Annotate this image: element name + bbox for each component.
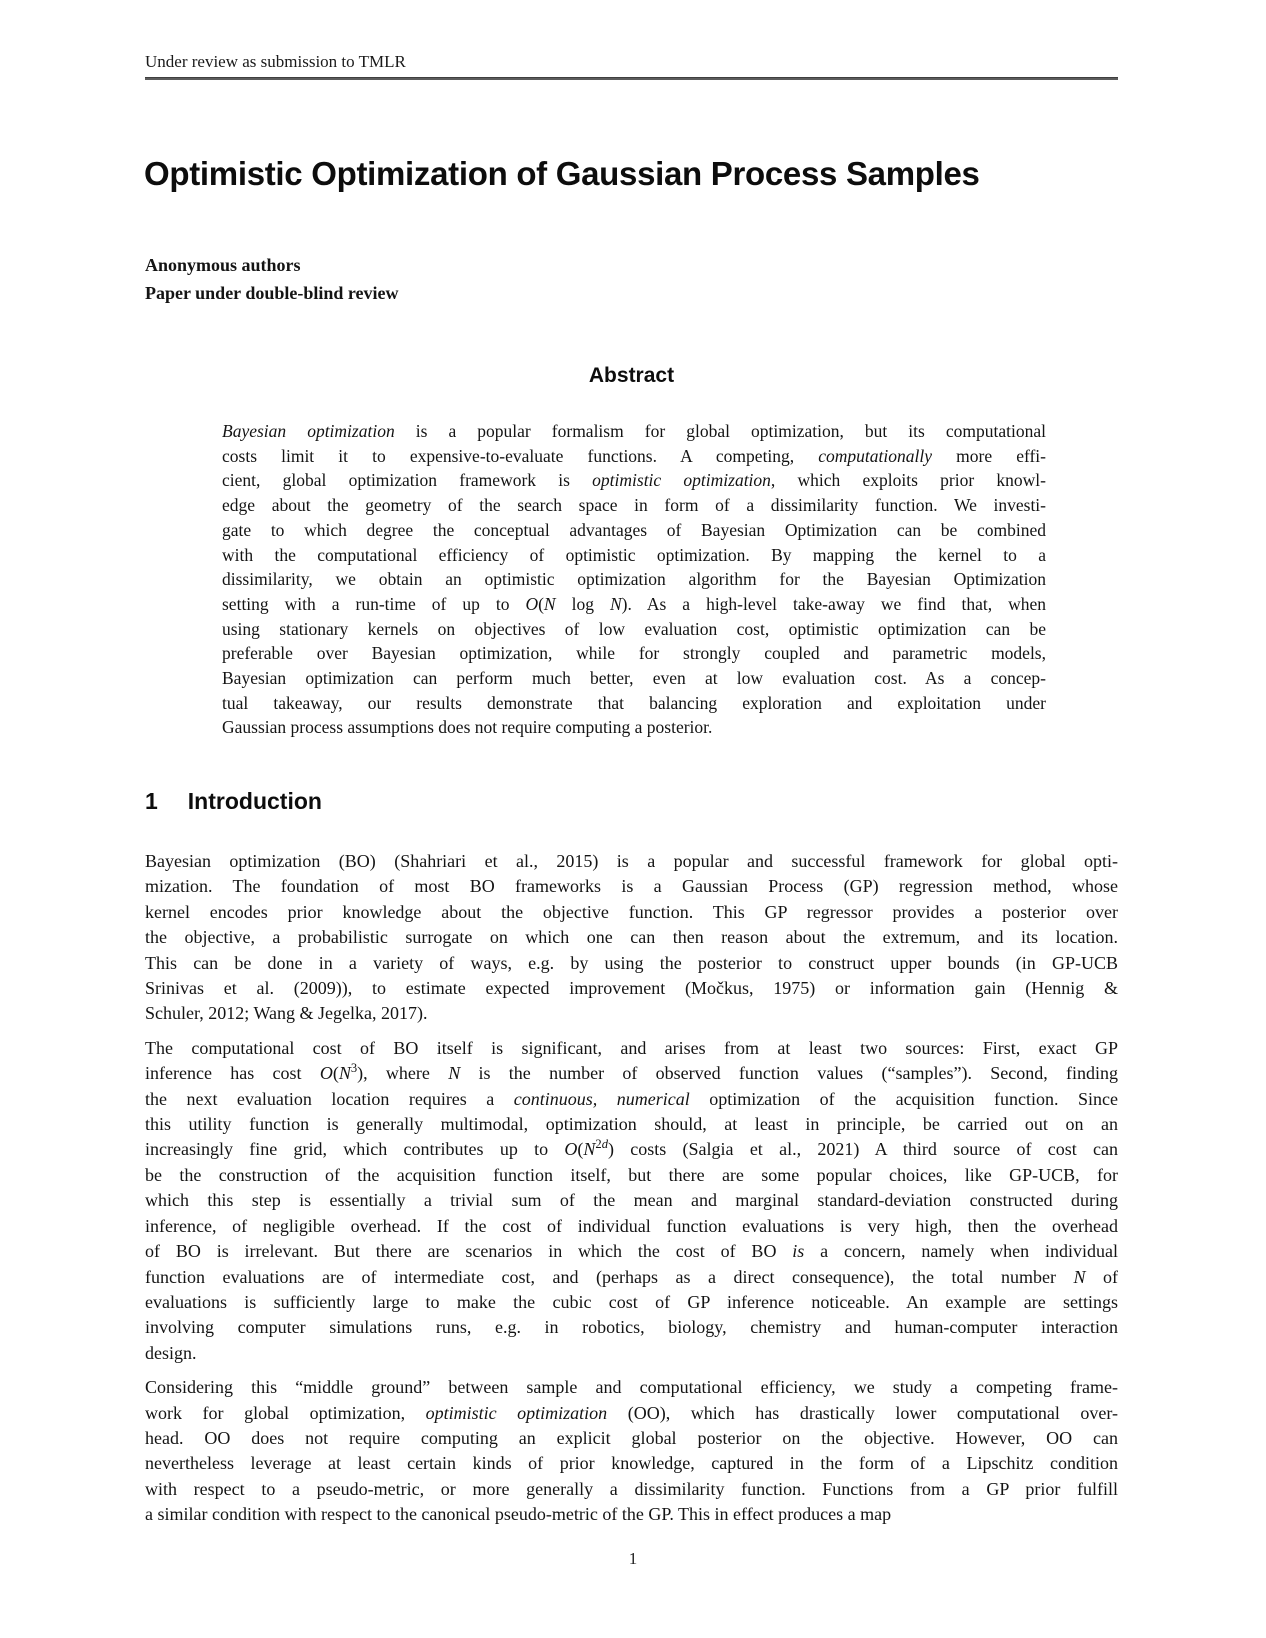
- running-head: Under review as submission to TMLR: [145, 52, 406, 71]
- text-line: using stationary kernels on objectives of low evaluation cost, optimistic optimization can be: [222, 618, 1046, 639]
- text-line: with the computational efficiency of optimistic optimization. By mapping the kernel to a: [222, 544, 1046, 565]
- text-line: involving computer simulations runs, e.g. in robotics, biology, chemistry and human-computer interaction: [145, 1317, 1118, 1338]
- text-line: Bayesian optimization (BO) (Shahriari et al., 2015) is a popular and successful framework for global opti-: [145, 851, 1118, 871]
- text-line: Considering this “middle ground” between sample and computational efficiency, we study a competing frame-: [145, 1377, 1118, 1398]
- paragraph: [145, 849, 1118, 1027]
- section-title: Introduction: [187, 788, 322, 814]
- text-line: gate to which degree the conceptual advantages of Bayesian Optimization can be combined: [222, 519, 1046, 540]
- author-line-1: Anonymous authors: [145, 255, 301, 275]
- text-line: preferable over Bayesian optimization, while for strongly coupled and parametric models,: [222, 643, 1046, 664]
- text-line: increasingly fine grid, which contributes up to $O(N^{2d})$ costs (Salgia et al., 2021) A third source of cost can: [145, 1137, 1118, 1160]
- text-line: setting with a run-time of up to O(N log N). As a high-level take-away we find that, when: [222, 593, 1046, 614]
- text-line: Srinivas et al. (2009)), to estimate expected improvement (Močkus, 1975) or information gain (Hennig &: [145, 978, 1118, 999]
- text-line: The computational cost of BO itself is significant, and arises from at least two sources: First, exact GP: [145, 1037, 1118, 1058]
- abstract-body: [222, 419, 1046, 740]
- text-line: of BO is irrelevant. But there are scenarios in which the cost of BO is a concern, namely when individual: [145, 1241, 1118, 1262]
- text-line: work for global optimization, optimistic optimization (OO), which has drastically lower computational over-: [145, 1402, 1118, 1423]
- paper-title: Optimistic Optimization of Gaussian Process Samples: [144, 155, 980, 192]
- text-line: design.: [145, 1342, 197, 1363]
- text-line: function evaluations are of intermediate cost, and (perhaps as a direct consequence), the total number N of: [145, 1266, 1118, 1287]
- text-line: cient, global optimization framework is optimistic optimization, which exploits prior knowl-: [222, 470, 1046, 491]
- introduction-text: [145, 849, 1118, 1537]
- paragraph: [145, 1036, 1118, 1366]
- text-line: dissimilarity, we obtain an optimistic optimization algorithm for the Bayesian Optimization: [222, 569, 1046, 590]
- text-line: Bayesian optimization can perform much better, even at low evaluation cost. As a concep-: [222, 668, 1046, 689]
- text-line: Gaussian process assumptions does not require computing a posterior.: [222, 717, 713, 738]
- text-line: which this step is essentially a trivial sum of the mean and marginal standard-deviation constructed during: [145, 1190, 1118, 1211]
- text-line: nevertheless leverage at least certain kinds of prior knowledge, captured in the form of a Lipschitz condition: [145, 1453, 1118, 1474]
- text-line: kernel encodes prior knowledge about the objective function. This GP regressor provides a posterior over: [145, 901, 1118, 922]
- text-line: the objective, a probabilistic surrogate on which one can then reason about the extremum, and its location.: [145, 927, 1118, 948]
- section-number: 1: [145, 788, 158, 814]
- text-line: with respect to a pseudo-metric, or more generally a dissimilarity function. Functions from a GP prior fulfill: [145, 1478, 1118, 1499]
- authors-block: [145, 251, 1118, 307]
- text-line: evaluations is sufficiently large to make the cubic cost of GP inference noticeable. An example are settings: [145, 1291, 1118, 1312]
- text-line: mization. The foundation of most BO frameworks is a Gaussian Process (GP) regression method, whose: [145, 876, 1118, 897]
- text-line: be the construction of the acquisition function itself, but there are some popular choices, like GP-UCB, for: [145, 1164, 1118, 1185]
- text-line: Bayesian optimization is a popular formalism for global optimization, but its computational: [222, 421, 1046, 441]
- author-line-2: Paper under double-blind review: [145, 283, 399, 303]
- text-line: the next evaluation location requires a continuous, numerical optimization of the acquisition function. Since: [145, 1088, 1118, 1109]
- text-line: inference, of negligible overhead. If the cost of individual function evaluations is very high, then the overhead: [145, 1215, 1118, 1236]
- header-rule: [145, 77, 1118, 80]
- page-number: 1: [628, 1549, 638, 1568]
- text-line: a similar condition with respect to the canonical pseudo-metric of the GP. This in effect produces a map: [145, 1504, 892, 1525]
- text-line: costs limit it to expensive-to-evaluate functions. A competing, computationally more effi-: [222, 445, 1046, 466]
- abstract-heading: Abstract: [588, 364, 675, 387]
- text-line: Schuler, 2012; Wang & Jegelka, 2017).: [145, 1003, 428, 1024]
- text-line: inference has cost $O(N^3)$, where N is the number of observed function values (“samples”). Second, finding: [145, 1061, 1119, 1084]
- section-heading-introduction: [145, 788, 1118, 815]
- text-line: this utility function is generally multimodal, optimization should, at least in principle, be carried out on an: [145, 1114, 1118, 1135]
- text-line: tual takeaway, our results demonstrate that balancing exploration and exploitation under: [222, 692, 1046, 713]
- text-line: head. OO does not require computing an explicit global posterior on the objective. However, OO can: [145, 1427, 1118, 1448]
- text-line: edge about the geometry of the search space in form of a dissimilarity function. We investi-: [222, 495, 1046, 516]
- paragraph: [145, 1375, 1118, 1527]
- text-line: This can be done in a variety of ways, e.g. by using the posterior to construct upper bounds (in GP-UCB: [145, 952, 1118, 973]
